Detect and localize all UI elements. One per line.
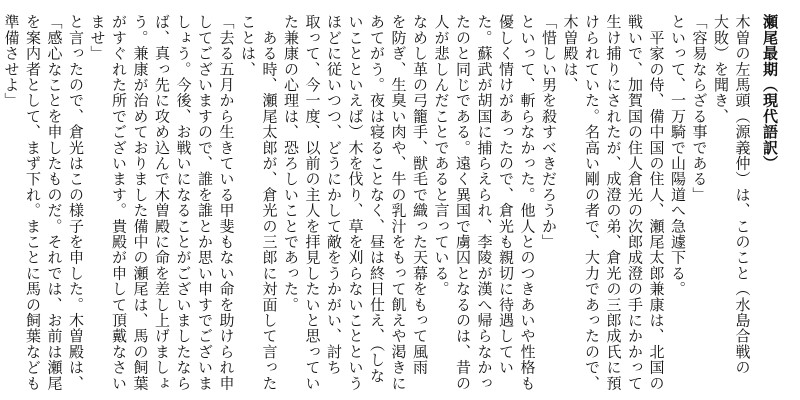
text-line-15: 人が悲しんだことであると言っている。	[432, 14, 451, 297]
text-line-9: 木曽殿は、	[561, 14, 580, 93]
text-line-26: してございますので、誰を誰とか思い申すでございま	[196, 14, 214, 391]
text-line-2: 大敗）を聞き、	[712, 14, 730, 124]
text-line-12: 優しく情けがあったので、倉光も親切に待遇してい	[497, 14, 515, 376]
text-line-34: を案内者として、まず下れ。まことに馬の飼葉なども	[24, 14, 42, 391]
vertical-text-body	[2, 14, 780, 391]
text-line-33: 「感心なことを申したものだ。それでは、お前は瀬尾	[45, 14, 64, 391]
document-title: 瀬尾最期（現代語訳）	[761, 14, 779, 171]
text-line-29: う。兼康が治めておりました備中の瀬尾は、馬の飼葉	[131, 14, 150, 391]
text-line-7: 生け捕りにされたが、成澄の弟、倉光の三郎成氏に預	[604, 14, 623, 391]
text-line-22: た兼康の心理は、恐ろしいことであった。	[282, 14, 300, 313]
text-line-10: 「惜しい男を殺すべきだろうか」	[540, 14, 558, 250]
text-line-28: ば、真っ先に攻め込んで木曽殿に命を差し上げましょ	[153, 14, 171, 391]
text-line-8: けられていた。名高い剛の者で、大力であったので、	[583, 14, 601, 391]
text-line-32: と言ったので、倉光はこの様子を申した。木曽殿は、	[67, 14, 85, 391]
text-line-14: たのと同じである。遠く異国で虜囚となるのは、昔の	[454, 14, 472, 391]
text-line-1: 木曽の左馬頭（源義仲）は、このこと（水島合戦の	[733, 14, 752, 376]
text-line-17: を防ぎ、生臭い肉や、牛の乳汁をもって飢えや渇きに	[389, 14, 408, 391]
text-line-18: あてがう。夜は寝ることなく、昼は終日仕え、（しな	[368, 14, 386, 384]
text-line-5: 平家の侍、備中国の住人、瀬尾太郎兼康は、北国の	[647, 14, 666, 391]
text-line-35: 準備させよ」	[2, 14, 21, 109]
text-line-3: 「容易ならざる事である」	[690, 14, 709, 203]
text-line-19: いことといえば）木を伐り、草を刈らないことという	[346, 14, 365, 391]
text-line-23: ある時、瀬尾太郎が、倉光の三郎に対面して言った	[260, 14, 279, 391]
text-line-30: がすぐれた所でございます。貴殿が申して頂戴なさい	[110, 14, 128, 391]
text-line-20: ほどに従いつつ、どうにかして敵をうかがい、討ち	[325, 14, 343, 376]
text-line-6: 戦いで、加賀国の住人倉光の次郎成澄の手にかかって	[626, 14, 644, 391]
text-line-11: といって、斬らなかった。他人とのつきあいや性格も	[518, 14, 537, 391]
text-line-13: た。蘇武が胡国に捕らえられ、李陵が漢へ帰らなかっ	[475, 14, 494, 391]
text-line-31: ませ」	[88, 14, 107, 62]
text-line-27: しょう。今後、お戦いになることがございましたなら	[174, 14, 193, 391]
text-line-25: 「去る五月から生きている甲斐もない命を助けられ申	[217, 14, 236, 391]
text-line-4: といって、一万騎で山陽道へ急遽下る。	[669, 14, 687, 297]
text-line-21: 取って、今一度、以前の主人を拝見したいと思ってい	[303, 14, 322, 391]
text-line-16: なめし革の弓籠手、獣毛で織った天幕をもって風雨	[411, 14, 429, 376]
text-line-24: ことは、	[239, 14, 257, 77]
